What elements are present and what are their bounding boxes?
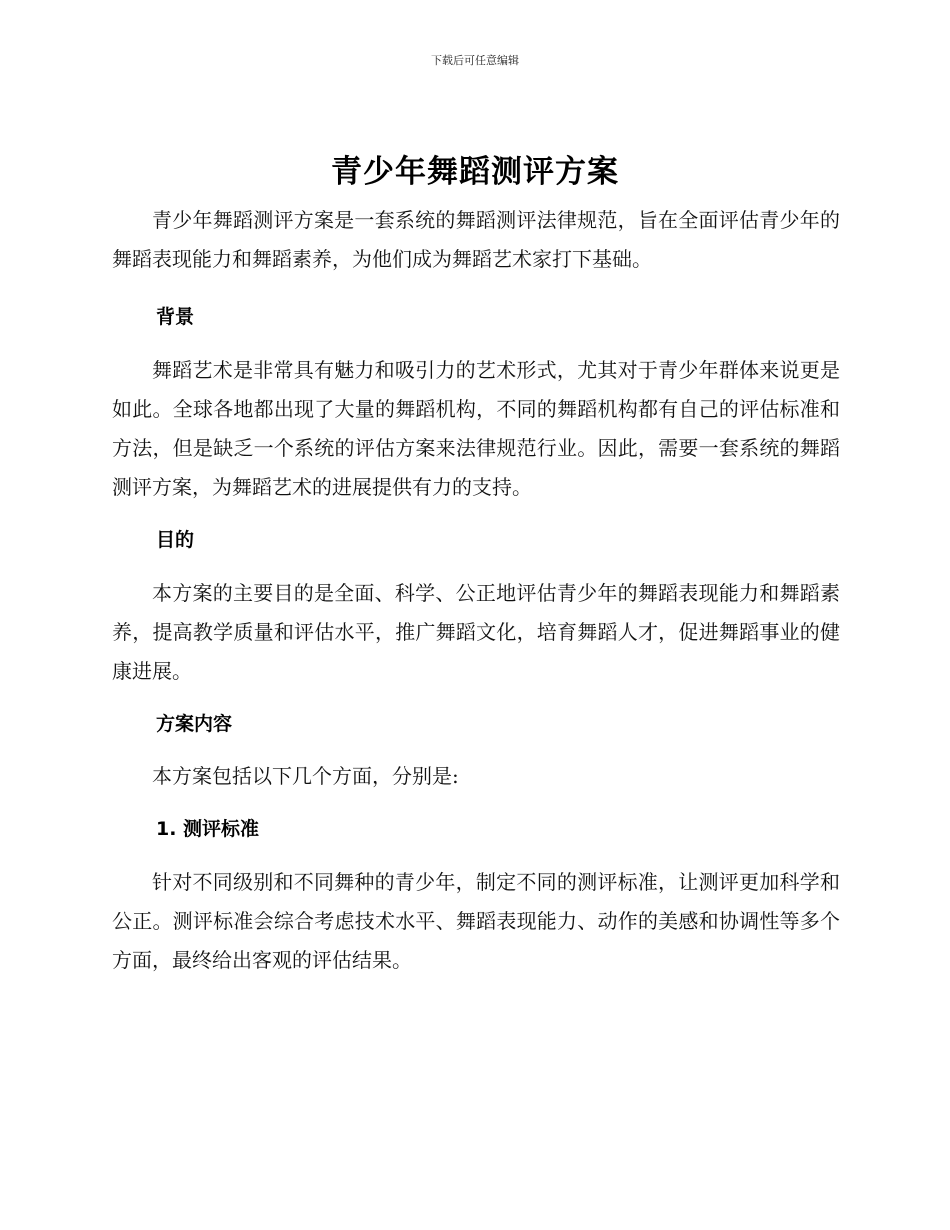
section-paragraph: 本方案的主要目的是全面、科学、公正地评估青少年的舞蹈表现能力和舞蹈素养，提高教学质量和评估水平，推广舞蹈文化，培育舞蹈人才，促进舞蹈事业的健康进展。 [112, 581, 840, 683]
section-plan-content [112, 705, 840, 796]
section-heading: 背景 [156, 306, 195, 328]
spacer [112, 744, 840, 757]
section-paragraph: 舞蹈艺术是非常具有魅力和吸引力的艺术形式，尤其对于青少年群体来说更是如此。全球各地都出现了大量的舞蹈机构，不同的舞蹈机构都有自己的评估标准和方法，但是缺乏一个系统的评估方案来法律规范行业。因此，需要一套系统的舞蹈测评方案，为舞蹈艺术的进展提供有力的支持。 [112, 358, 840, 499]
section-evaluation-standard [112, 810, 840, 980]
spacer [112, 849, 840, 863]
page-header-note: 下载后可任意编辑 [431, 54, 519, 67]
spacer [112, 691, 840, 705]
spacer [112, 796, 840, 810]
section-heading: 方案内容 [156, 713, 233, 735]
document-body [112, 201, 840, 980]
section-paragraph: 针对不同级别和不同舞种的青少年，制定不同的测评标准，让测评更加科学和公正。测评标准会综合考虑技术水平、舞蹈表现能力、动作的美感和协调性等多个方面，最终给出客观的评估结果。 [112, 870, 840, 972]
intro-paragraph: 青少年舞蹈测评方案是一套系统的舞蹈测评法律规范，旨在全面评估青少年的舞蹈表现能力和舞蹈素养，为他们成为舞蹈艺术家打下基础。 [112, 208, 840, 271]
section-heading: 目的 [156, 529, 195, 551]
section-heading: 1. 测评标准 [156, 818, 260, 840]
document-title: 青少年舞蹈测评方案 [331, 154, 619, 190]
spacer [112, 337, 840, 351]
section-purpose [112, 521, 840, 691]
section-background [112, 298, 840, 507]
spacer [112, 560, 840, 574]
spacer [112, 507, 840, 521]
section-paragraph: 本方案包括以下几个方面，分别是: [152, 764, 459, 788]
spacer [112, 279, 840, 298]
